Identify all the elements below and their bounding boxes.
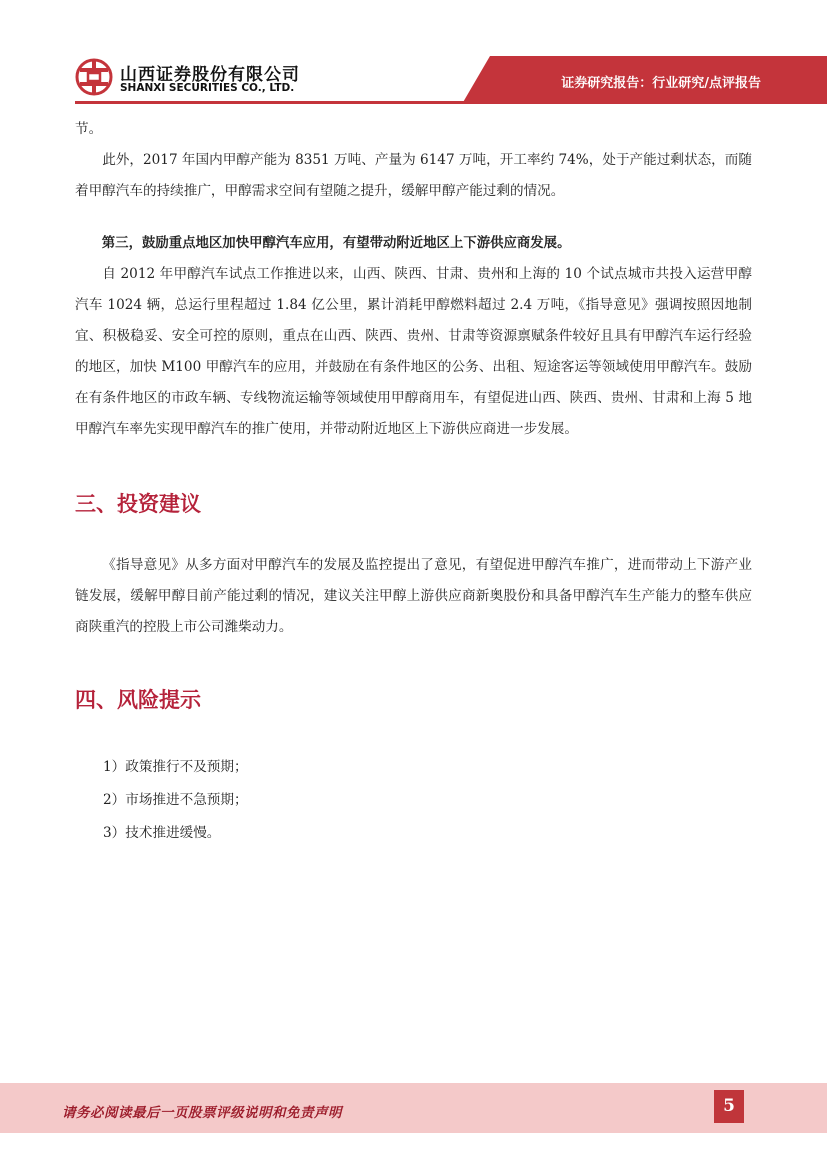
header-divider — [75, 101, 827, 104]
paragraph-investment: 《指导意见》从多方面对甲醇汽车的发展及监控提出了意见，有望促进甲醇汽车推广，进而带动上下游产业链发展，缓解甲醇目前产能过剩的情况，建议关注甲醇上游供应商新奥股份和具备甲醇汽车生产能力的整车供应商陕重汽的控股上市公司潍柴动力。 — [75, 557, 752, 635]
risk-item: 2）市场推进不急预期； — [103, 792, 248, 808]
report-type: 证券研究报告：行业研究/点评报告 — [561, 76, 761, 91]
paragraph-pilot-regions: 自 2012 年甲醇汽车试点工作推进以来，山西、陕西、甘肃、贵州和上海的 10 个试点城市共投入运营甲醇汽车 1024 辆，总运行里程超过 1.84 亿公里，累计消耗甲醇燃料超过 2.4 万吨，《指导意见》强调按照因地制宜、积极稳妥、安全可控的原则，重点在山西、陕西、贵州、甘肃等资源禀赋条件较好且具有甲醇汽车运行经验的地区，加快 M100 甲醇汽车的应用，并鼓励在有条件地区的公务、出租、短途客运等领域使用甲醇汽车。鼓励在有条件地区的市政车辆、专线物流运输等领域使用甲醇商用车，有望促进山西、陕西、贵州、甘肃和上海 5 地甲醇汽车率先实现甲醇汽车的推广使用，并带动附近地区上下游供应商进一步发展。 — [75, 266, 752, 437]
page-header — [0, 0, 827, 108]
company-name-en: SHANXI SECURITIES CO., LTD. — [120, 82, 295, 94]
page-number: 5 — [714, 1090, 744, 1123]
risk-item: 3）技术推进缓慢。 — [103, 825, 221, 841]
paragraph-continued: 节。 — [75, 121, 103, 137]
risk-item: 1）政策推行不及预期； — [103, 759, 248, 775]
subheading-third-point: 第三，鼓励重点地区加快甲醇汽车应用，有望带动附近地区上下游供应商发展。 — [101, 236, 571, 251]
section-title-risk: 四、风险提示 — [75, 688, 201, 712]
page-footer — [0, 1083, 827, 1133]
section-title-investment: 三、投资建议 — [75, 492, 201, 516]
disclaimer-notice: 请务必阅读最后一页股票评级说明和免责声明 — [62, 1105, 342, 1121]
paragraph-methanol-capacity: 此外，2017 年国内甲醇产能为 8351 万吨、产量为 6147 万吨，开工率约 74%，处于产能过剩状态，而随着甲醇汽车的持续推广，甲醇需求空间有望随之提升，缓解甲醇产能过剩的情况。 — [75, 152, 752, 199]
company-name-cn: 山西证券股份有限公司 — [120, 65, 300, 85]
